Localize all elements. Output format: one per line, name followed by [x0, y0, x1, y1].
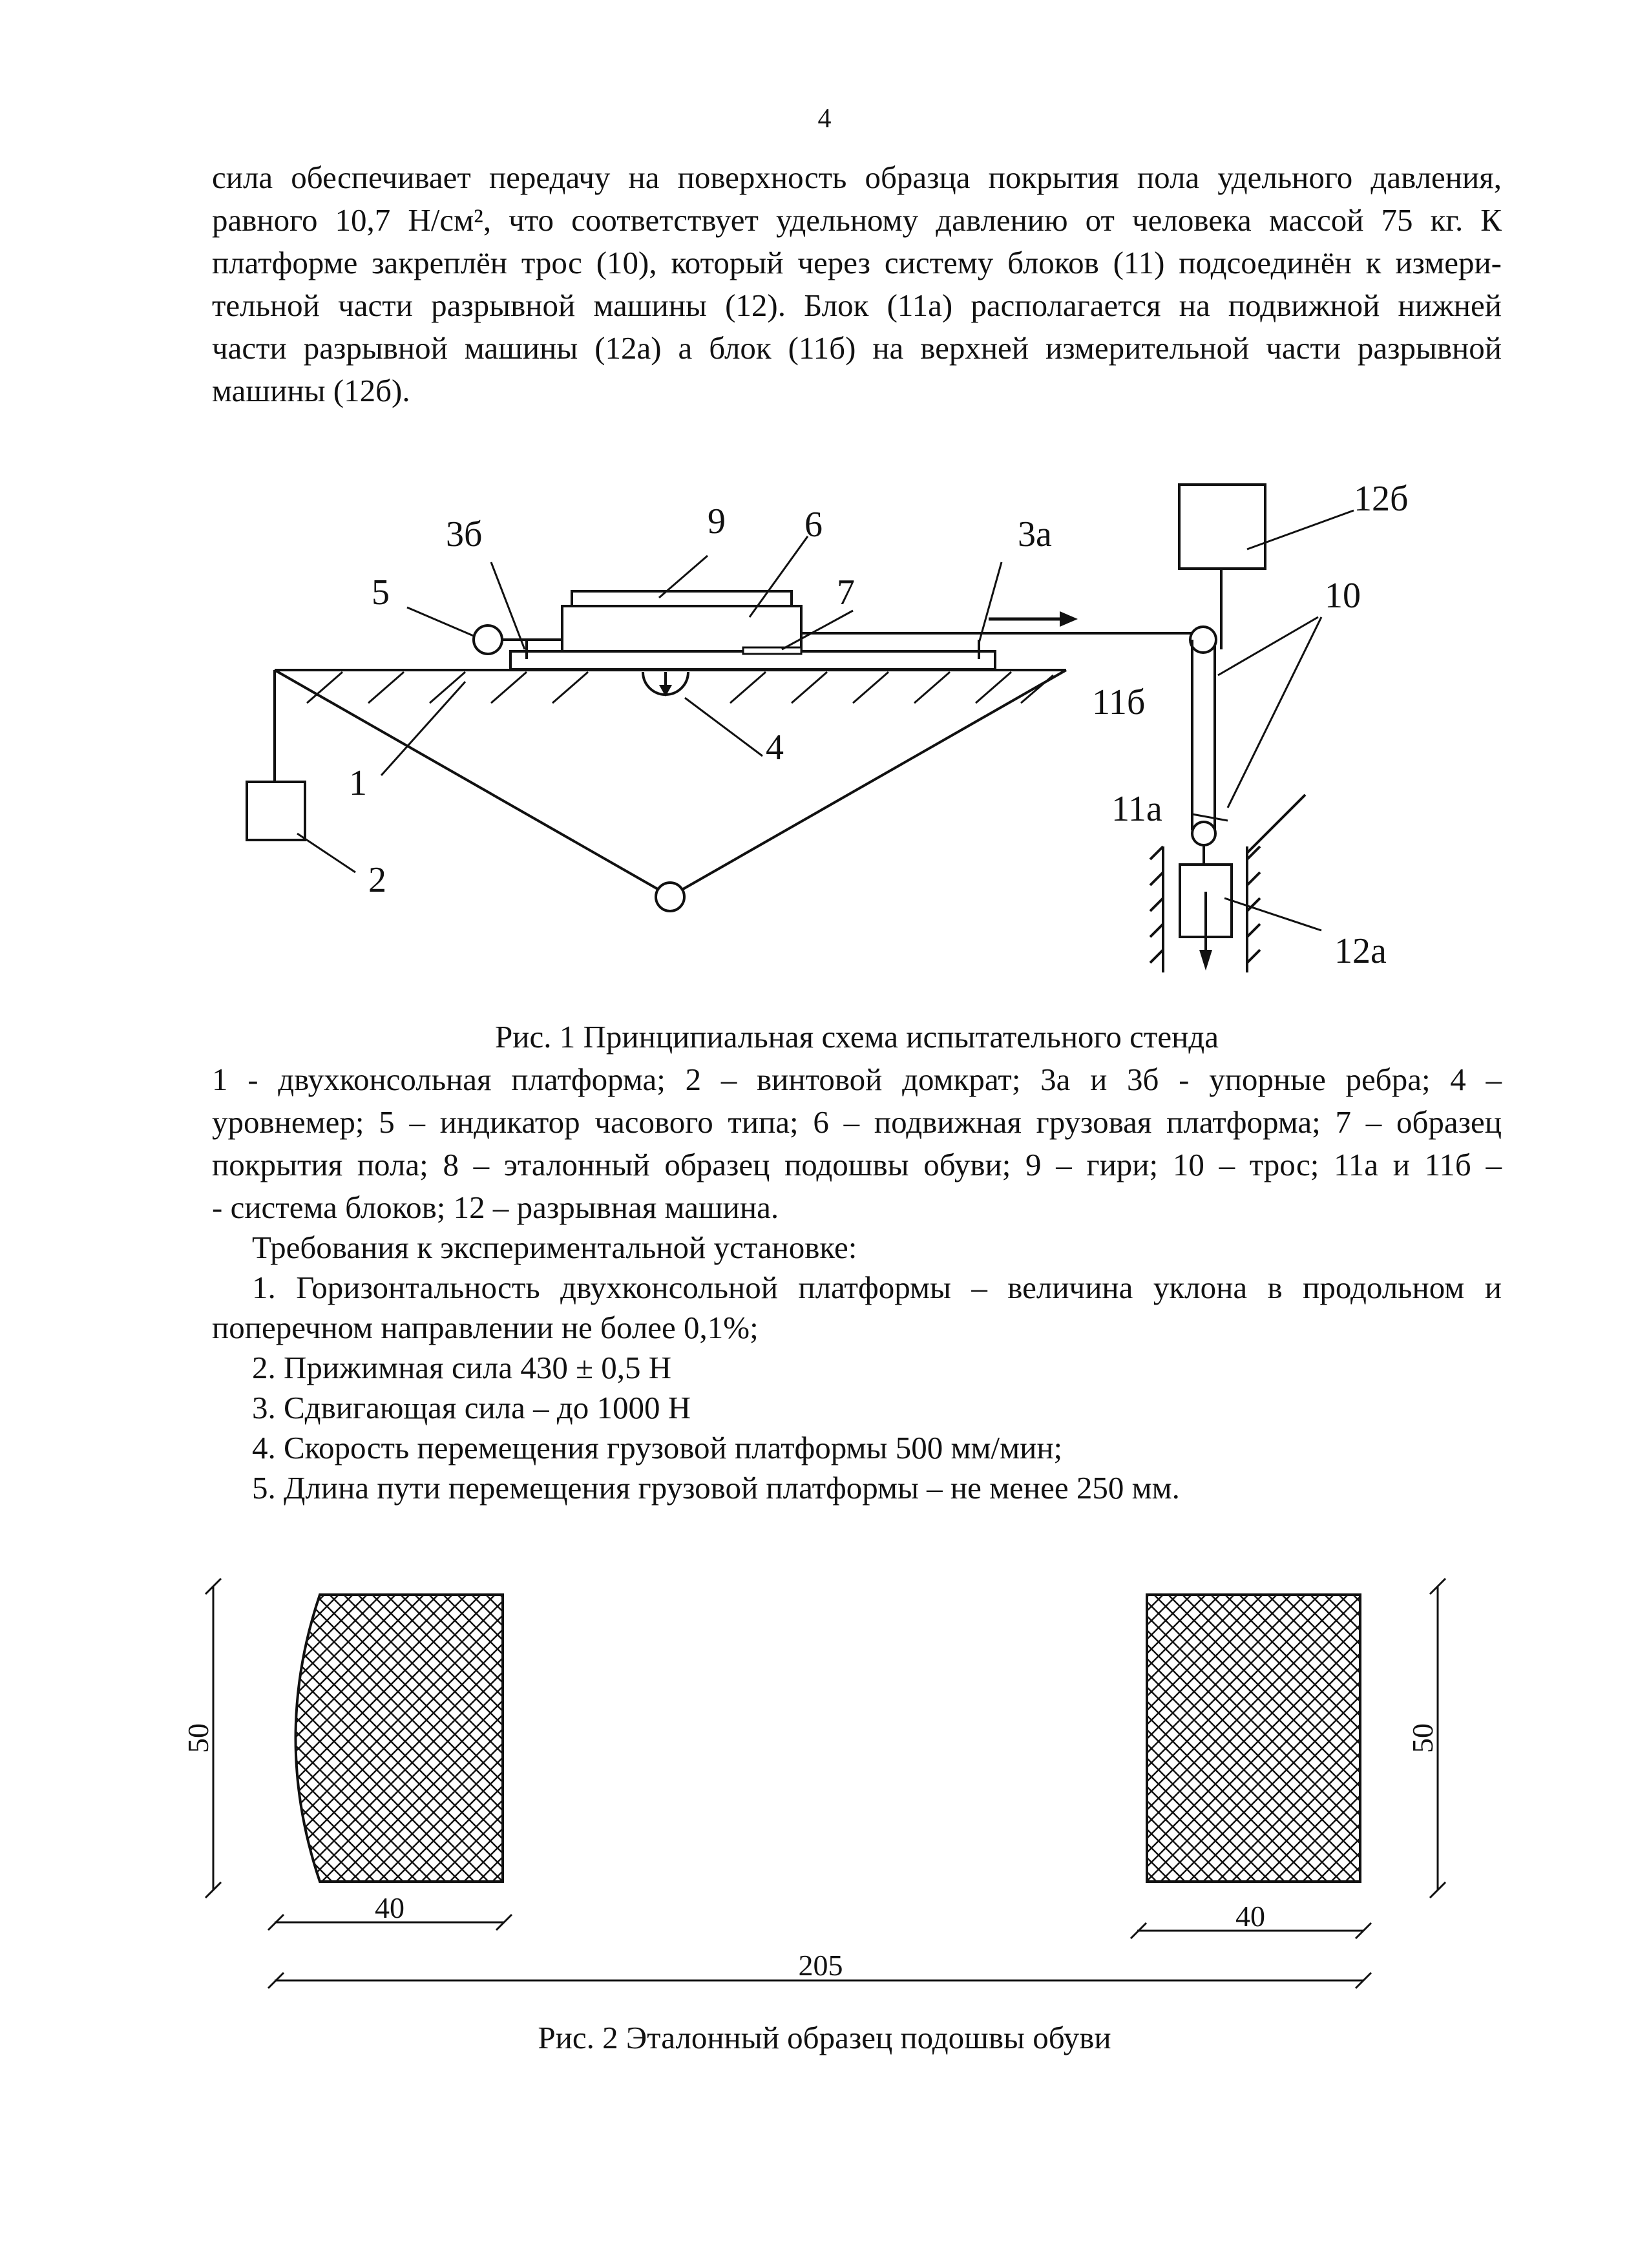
dim-total: 205: [798, 1949, 843, 1982]
pulley-11a: [1192, 822, 1215, 845]
label-2: 2: [368, 860, 386, 900]
paragraph-line: равного 10,7 Н/см², что соответствует удельному давлению от человека массой 75 кг. К: [212, 202, 1502, 238]
label-9: 9: [708, 501, 726, 541]
page-number: 4: [817, 104, 832, 134]
screw-jack: [247, 670, 305, 840]
label-12b: 12б: [1354, 479, 1409, 519]
label-6: 6: [804, 505, 823, 545]
paragraph-line: части разрывной машины (12а) а блок (11б) на верхней измерительной части разрывной: [212, 330, 1502, 366]
requirement-1: 1. Горизонтальность двухконсольной платформы – величина уклона в продольном и: [252, 1270, 1502, 1305]
legend-line: - система блоков; 12 – разрывная машина.: [212, 1190, 779, 1225]
figure2-drawing: [0, 1551, 1649, 2003]
paragraph-line: тельной части разрывной машины (12). Блок (11а) располагается на подвижной нижней: [212, 288, 1502, 323]
sole-sample-heel: [296, 1595, 503, 1882]
dim-left-width: 40: [375, 1891, 404, 1924]
requirement-2: 2. Прижимная сила 430 ± 0,5 Н: [252, 1350, 672, 1385]
cargo-platform: [562, 606, 801, 651]
requirement-4: 4. Скорость перемещения грузовой платформы 500 мм/мин;: [252, 1430, 1063, 1465]
intro-paragraph: [212, 156, 1502, 412]
dial-indicator: [474, 625, 502, 654]
requirements-block: [212, 1228, 1502, 1508]
requirement-1-cont: поперечном направлении не более 0,1%;: [212, 1310, 759, 1345]
legend-line: уровнемер; 5 – индикатор часового типа; 6 – подвижная грузовая платформа; 7 – образец: [212, 1104, 1502, 1140]
label-7: 7: [837, 572, 855, 613]
legend-line: покрытия пола; 8 – эталонный образец подошвы обуви; 9 – гири; 10 – трос; 11а и 11б –: [212, 1147, 1502, 1182]
label-11b: 11б: [1092, 682, 1146, 722]
dim-right-height: 50: [1406, 1723, 1439, 1753]
figure1-legend: [212, 1058, 1502, 1229]
double-console-platform: [275, 670, 1066, 911]
figure2-caption: Рис. 2 Эталонный образец подошвы обуви: [538, 2020, 1111, 2055]
dim-left-height: 50: [182, 1723, 215, 1753]
label-4: 4: [766, 728, 784, 768]
dim-right-width: 40: [1235, 1900, 1265, 1933]
label-1: 1: [349, 763, 367, 803]
paragraph-line: платформе закреплён трос (10), который через систему блоков (11) подсоединён к измери-: [212, 245, 1502, 280]
figure1-schematic: [0, 452, 1649, 1008]
floor-sample: [743, 647, 801, 654]
machine-top-12b: [1179, 485, 1265, 569]
label-5: 5: [372, 572, 390, 613]
requirements-title: Требования к экспериментальной установке:: [252, 1230, 857, 1265]
pulley-11b: [1190, 627, 1216, 653]
label-3b: 3б: [446, 514, 483, 554]
sole-sample-toe: [1147, 1595, 1360, 1882]
legend-line: 1 - двухконсольная платформа; 2 – винтовой домкрат; 3а и 3б - упорные ребра; 4 –: [212, 1062, 1502, 1097]
figure1-caption: Рис. 1 Принципиальная схема испытательного стенда: [495, 1019, 1219, 1055]
label-3a: 3а: [1018, 514, 1052, 554]
requirement-3: 3. Сдвигающая сила – до 1000 Н: [252, 1390, 691, 1425]
label-10: 10: [1325, 576, 1361, 616]
label-11a: 11а: [1111, 789, 1162, 829]
requirement-5: 5. Длина пути перемещения грузовой платформы – не менее 250 мм.: [252, 1470, 1180, 1506]
paragraph-line: машины (12б).: [212, 373, 410, 408]
paragraph-line: сила обеспечивает передачу на поверхность образца покрытия пола удельного давления,: [212, 160, 1502, 195]
label-12a: 12а: [1334, 931, 1387, 971]
